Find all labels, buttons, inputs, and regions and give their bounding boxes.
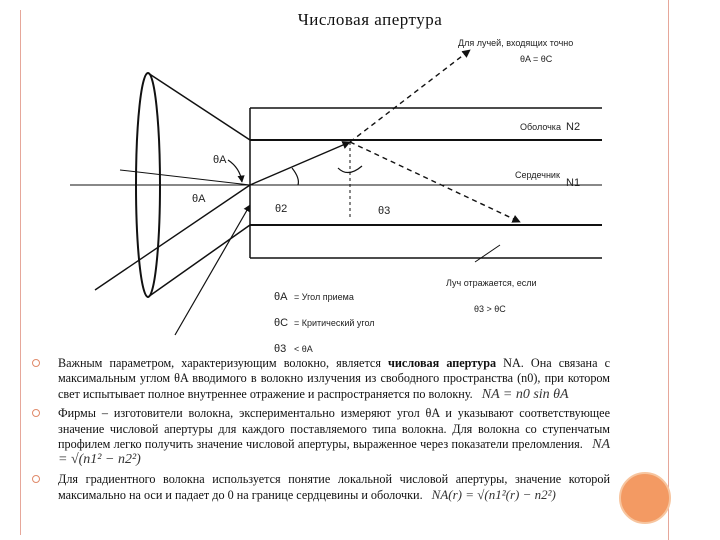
escape-ray-dashed (350, 50, 470, 142)
incident-ray-main (95, 185, 250, 290)
angle-arc-2 (292, 168, 298, 185)
cladding-label: Оболочка (520, 122, 561, 132)
cone-line-top (148, 73, 250, 140)
page-title: Числовая апертура (297, 10, 443, 29)
legend-symbol-1: θA (274, 291, 288, 303)
angle-3-label: θ3 (378, 205, 391, 217)
decorative-circle (619, 472, 671, 524)
bullet-3-text: Для градиентного волокна используется понятие локальной числовой апертуры, значение которой максимально на оси и падает до 0 на границе сердцевины и оболочки. (58, 471, 610, 503)
angle-2-label: θ2 (275, 203, 288, 215)
reflect-note-text: Луч отражается, если (446, 278, 537, 288)
reflect-relation-text: θ3 > θC (474, 304, 506, 314)
bullet-1-text-pre: Важным параметром, характеризующим волокно, является (58, 356, 389, 370)
top-note-text: Для лучей, входящих точно (458, 38, 574, 48)
list-item (30, 356, 610, 402)
upper-ray (120, 170, 250, 185)
bullet-circle-icon (32, 409, 40, 417)
bullet-list (30, 356, 610, 508)
cone-line-bottom (148, 225, 250, 297)
core-label: Сердечник (515, 170, 560, 180)
graded-index-formula: NA(r) = √(n1²(r) − n2²) (431, 487, 556, 503)
angle-a-label: θA (213, 154, 227, 166)
refracted-ray-inside (250, 142, 350, 185)
bullet-2-text: Фирмы – изготовители волокна, экспериментально измеряют угол θA и указывают соответствующее значение числовой апертуры для каждого поставляемого типа волокна. Для волокна со ступенчатым профилем легко получить значение числовой апертуры, выраженное через показатели преломления. (58, 406, 610, 452)
angle-arc-a (228, 160, 242, 182)
legend-symbol-3: θ3 (274, 343, 287, 355)
legend-text-1: = Угол приема (294, 292, 354, 302)
top-relation-text: θA = θC (520, 54, 553, 64)
legend-symbol-2: θC (274, 317, 289, 329)
bullet-circle-icon (32, 359, 40, 367)
na-formula: NA = n0 sin θA (481, 386, 569, 402)
bullet-1-text-post: NA. Она связана с максимальным углом θA вводимого в волокно излучения из свободного пространства (n0), при котором свет испытывает полное внутреннее отражение и распространяется по волокну. (58, 356, 610, 401)
core-index: N1 (566, 177, 581, 189)
reflected-ray-dashed (350, 142, 520, 222)
note-pointer-line (475, 245, 500, 262)
cladding-index: N2 (566, 121, 581, 133)
legend-text-2: = Критический угол (294, 318, 375, 328)
step-index-formula: NA = √(n1² − n2²) (58, 437, 610, 468)
angle-a-left-label: θA (192, 193, 206, 205)
legend-text-3: < θA (294, 344, 313, 354)
list-item (30, 406, 610, 468)
bullet-1-bold-term: числовая апертура (388, 356, 497, 370)
list-item (30, 472, 610, 504)
bullet-circle-icon (32, 475, 40, 483)
